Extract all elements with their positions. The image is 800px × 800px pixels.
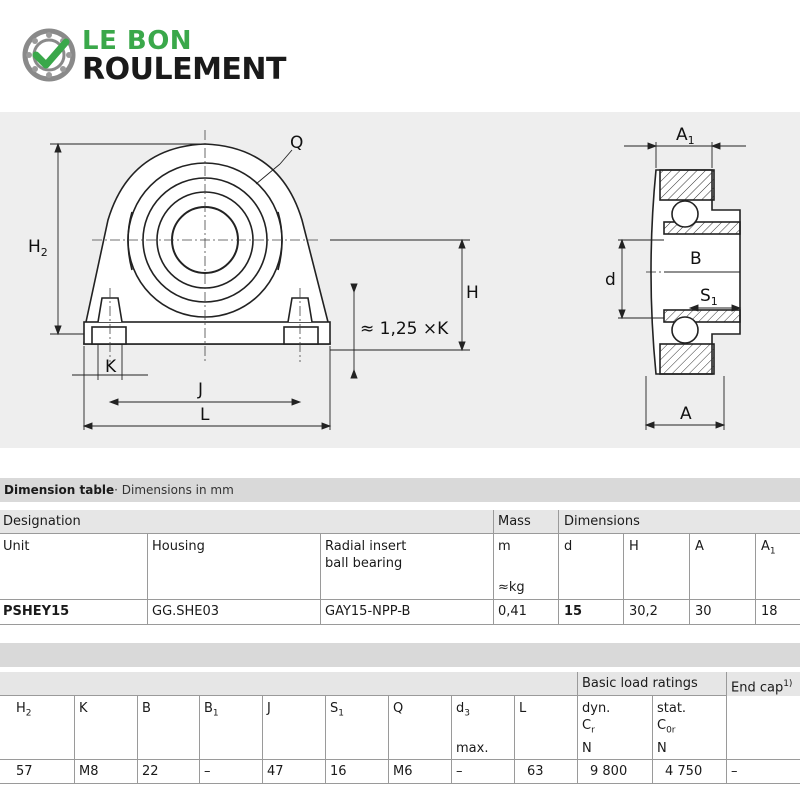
brand-logo	[22, 28, 76, 82]
dimension-table-title: Dimension table· Dimensions in mm	[0, 478, 800, 502]
header-A1: $A_1$	[761, 539, 776, 557]
header-approx-kg: ≈kg	[498, 580, 525, 595]
header-insert-line1: Radial insert	[325, 539, 407, 554]
row-mass: 0,41	[498, 604, 527, 619]
table1-header-band	[0, 510, 800, 534]
header-housing: Housing	[152, 539, 205, 554]
row2-H2: 57	[16, 764, 33, 779]
header-J: J	[267, 701, 271, 716]
row2-L: 63	[527, 764, 544, 779]
label-H: H	[466, 283, 479, 303]
header-max: max.	[456, 741, 489, 756]
row-A: 30	[695, 604, 712, 619]
brand-name-line2: ROULEMENT	[82, 52, 286, 87]
row2-Q: M6	[393, 764, 413, 779]
header-d3: $d_3$	[456, 701, 470, 719]
header-m: m	[498, 539, 511, 554]
header-B: B	[142, 701, 151, 716]
label-B: B	[690, 249, 702, 269]
label-S1: $S_1$	[700, 286, 718, 308]
header-unit: Unit	[3, 539, 30, 554]
header-B1: $B_1$	[204, 701, 219, 719]
header-Q: Q	[393, 701, 404, 716]
row-housing: GG.SHE03	[152, 604, 220, 619]
header-S1: $S_1$	[330, 701, 344, 719]
header-basic-load: Basic load ratings	[582, 676, 698, 691]
header-N-stat: N	[657, 741, 667, 756]
header-H: H	[629, 539, 639, 554]
header-H2: $H_2$	[16, 701, 32, 719]
label-A1: $A_1$	[676, 125, 695, 147]
header-designation: Designation	[3, 514, 81, 529]
row-insert: GAY15-NPP-B	[325, 604, 411, 619]
row2-end-cap: –	[731, 764, 738, 779]
header-insert-line2: ball bearing	[325, 556, 403, 571]
label-J: J	[198, 380, 204, 400]
row2-B: 22	[142, 764, 159, 779]
row-unit: PSHEY15	[3, 604, 70, 619]
row-H: 30,2	[629, 604, 658, 619]
header-stat: stat.	[657, 701, 687, 716]
header-K: K	[79, 701, 88, 716]
label-d: d	[605, 270, 616, 290]
label-K: K	[105, 357, 117, 377]
header-d: d	[564, 539, 573, 554]
header-dyn: dyn.	[582, 701, 611, 716]
label-k-note: ≈ 1,25 ×K	[360, 319, 449, 339]
row2-B1: –	[204, 764, 211, 779]
label-L: L	[200, 405, 210, 425]
table2-title-band	[0, 643, 800, 667]
header-L: L	[519, 701, 527, 716]
header-mass: Mass	[498, 514, 531, 529]
row2-S1: 16	[330, 764, 347, 779]
header-A: A	[695, 539, 704, 554]
label-A: A	[680, 404, 692, 424]
bearing-check-icon	[22, 28, 76, 82]
header-Cr: $C_r$	[582, 718, 595, 736]
row-A1: 18	[761, 604, 778, 619]
row2-d3: –	[456, 764, 463, 779]
header-dimensions: Dimensions	[564, 514, 640, 529]
header-C0r: $C_{0r}$	[657, 718, 676, 736]
header-end-cap: End cap$^{1)}$	[731, 679, 793, 696]
label-Q: Q	[290, 133, 304, 153]
row2-C0r: 4 750	[665, 764, 703, 779]
brand-name-line1: LE BON	[82, 26, 193, 56]
row2-Cr: 9 800	[590, 764, 628, 779]
row-d: 15	[564, 604, 583, 619]
row2-K: M8	[79, 764, 99, 779]
technical-drawing	[0, 112, 800, 448]
label-H2: $H_2$	[28, 237, 48, 259]
drawing-svg	[0, 112, 800, 448]
row2-J: 47	[267, 764, 284, 779]
header-N-dyn: N	[582, 741, 592, 756]
